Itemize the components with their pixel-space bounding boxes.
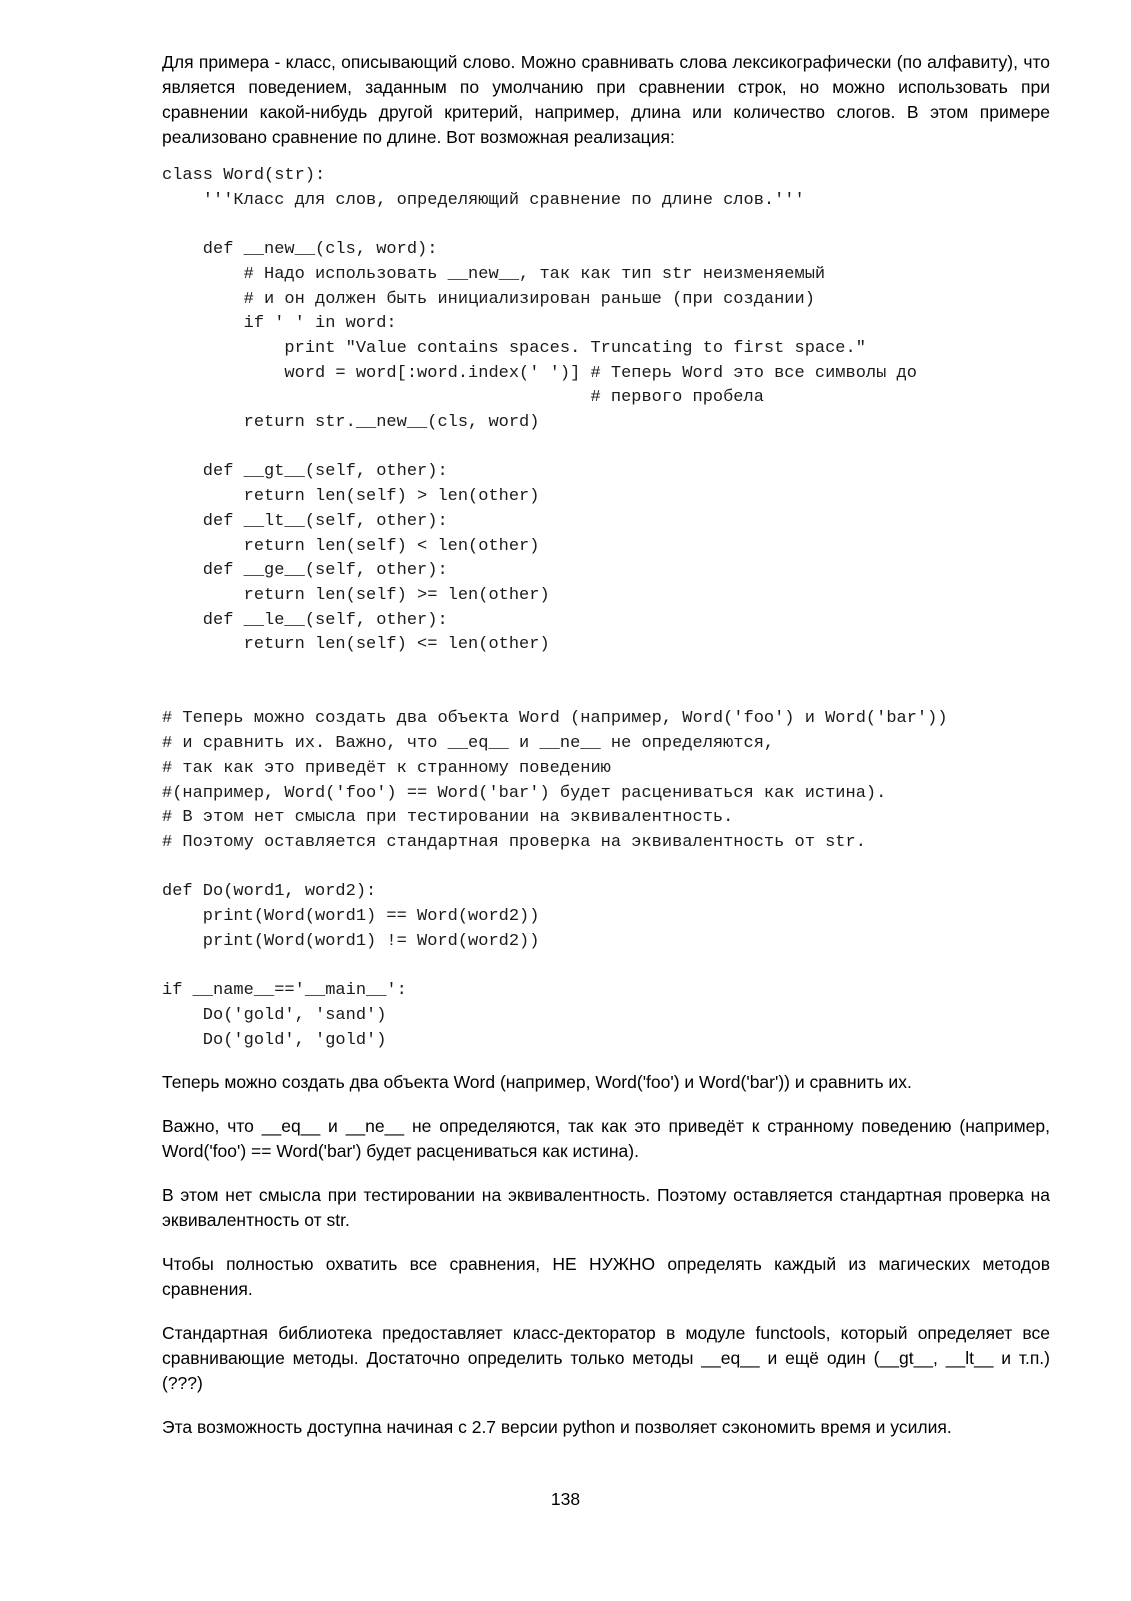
body-paragraph-1: Теперь можно создать два объекта Word (например, Word('foo') и Word('bar')) и сравнить их. <box>162 1072 912 1093</box>
page-number: 138 <box>550 1489 581 1509</box>
body-paragraph-3: В этом нет смысла при тестировании на эквивалентность. Поэтому оставляется стандартная проверка на эквивалентность от str. <box>162 1185 1050 1231</box>
body-paragraph-2: Важно, что __eq__ и __ne__ не определяются, так как это приведёт к странному поведению (например, Word('foo') == Word('bar') будет расцениваться как истина). <box>162 1116 1050 1162</box>
intro-paragraph: Для примера - класс, описывающий слово. Можно сравнивать слова лексикографически (по алфавиту), что является поведением, заданным по умолчанию при сравнении строк, но можно использовать при сравнении какой-нибудь другой критерий, например, длина или количество слогов. В этом примере реализовано сравнение по длине. Вот возможная реализация: <box>162 52 1050 147</box>
body-paragraph-4: Чтобы полностью охватить все сравнения, НЕ НУЖНО определять каждый из магических методов сравнения. <box>162 1254 1050 1300</box>
body-paragraph-5: Стандартная библиотека предоставляет класс-декторатор в модуле functools, который определяет все сравнивающие методы. Достаточно определить только методы __eq__ и ещё один (__gt__, __lt__ и т.п.) (???) <box>162 1323 1050 1394</box>
code-listing: class Word(str): '''Класс для слов, определяющий сравнение по длине слов.''' def __new__(cls, word): # Надо использовать __new__, так как тип str неизменяемый # и он должен быть инициализирован раньше (при создании) if ' ' in word: print "Value contains spaces. Truncating to first space." word = word[:word.index(' ')] # Теперь Word это все символы до # первого пробела return str.__new__(cls, word) def __gt__(self, other): return len(self) > len(other) def __lt__(self, other): return len(self) < len(other) def __ge__(self, other): return len(self) >= len(other) def __le__(self, other): return len(self) <= len(other) # Теперь можно создать два объекта Word (например, Word('foo') и Word('bar')) # и сравнить их. Важно, что __eq__ и __ne__ не определяются, # так как это приведёт к странному поведению #(например, Word('foo') == Word('bar') будет расцениваться как истина). # В этом нет смысла при тестировании на эквивалентность. # Поэтому оставляется стандартная проверка на эквивалентность от str. def Do(word1, word2): print(Word(word1) == Word(word2)) print(Word(word1) != Word(word2)) if __name__=='__main__': Do('gold', 'sand') Do('gold', 'gold') <box>162 166 948 1050</box>
document-page <box>162 50 1050 1440</box>
body-paragraph-6: Эта возможность доступна начиная с 2.7 версии python и позволяет сэкономить время и усилия. <box>162 1417 952 1438</box>
